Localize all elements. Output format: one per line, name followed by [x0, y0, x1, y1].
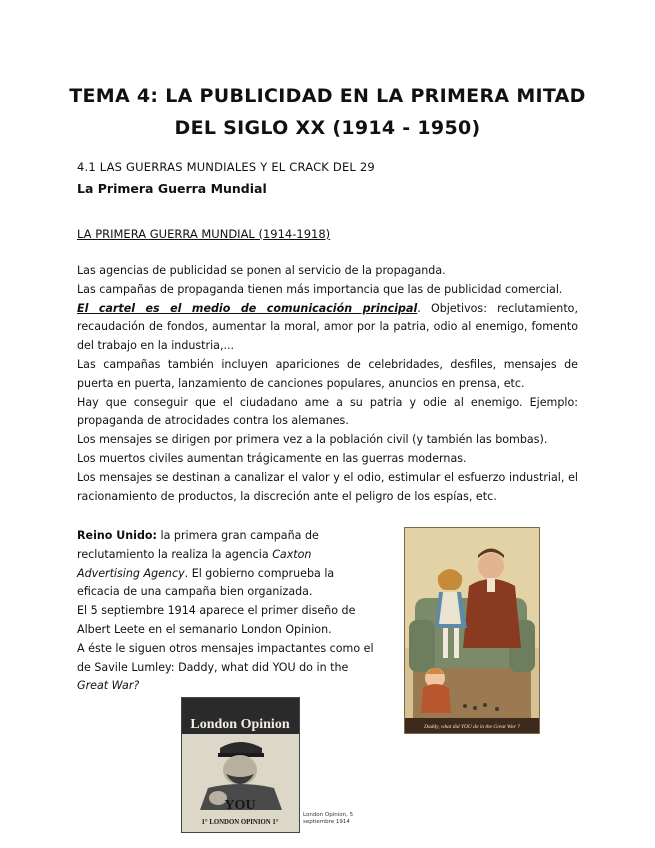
section-heading: 4.1 LAS GUERRAS MUNDIALES Y EL CRACK DEL 29 — [77, 160, 375, 174]
subsection-heading: La Primera Guerra Mundial — [77, 181, 267, 196]
london-opinion-caption: London Opinion, 5 septiembre 1914 — [303, 812, 354, 825]
paragraph: El cartel es el medio de comunicación principal. Objetivos: reclutamiento, recaudación de fondos, aumentar la moral, amor por la patria, odio al enemigo, fomento del trabajo en la industria,... — [77, 301, 579, 353]
paragraph: Los muertos civiles aumentan trágicamente en las guerras modernas. — [77, 451, 467, 465]
you-text: YOU — [224, 798, 256, 813]
london-opinion-masthead: London Opinion — [190, 717, 290, 732]
page-title — [40, 80, 615, 144]
body-text — [77, 262, 578, 506]
paragraph: Los mensajes se dirigen por primera vez a la población civil (y también las bombas). — [77, 433, 548, 447]
paragraph: Las campañas de propaganda tienen más importancia que las de publicidad comercial. — [77, 282, 563, 296]
paragraph: Los mensajes se destinan a canalizar el valor y el odio, estimular el esfuerzo industrial, el racionamiento de productos, la discreción ante el peligro de los espías, etc. — [77, 470, 578, 503]
paragraph: Las campañas también incluyen apariciones de celebridades, desfiles, mensajes de puerta en puerta, lanzamiento de canciones populares, anuncios en prensa, etc. — [77, 357, 578, 390]
daddy-poster-image — [404, 527, 540, 734]
paragraph: Las agencias de publicidad se ponen al servicio de la propaganda. — [77, 264, 446, 277]
london-opinion-illustration — [182, 698, 299, 832]
daddy-poster-caption: Daddy, what did YOU do in the Great War ? — [424, 724, 520, 730]
paragraph: Hay que conseguir que el ciudadano ame a su patria y odie al enemigo. Ejemplo: propaganda de atrocidades contra los alemanes. — [77, 395, 578, 428]
daddy-poster-illustration — [405, 528, 539, 733]
emphasis: El cartel es el medio de comunicación principal — [77, 301, 418, 315]
london-opinion-poster-image — [181, 697, 300, 833]
title-line-1: TEMA 4: LA PUBLICIDAD EN LA PRIMERA MITAD — [69, 85, 586, 107]
london-opinion-footer: 1° LONDON OPINION 1° — [201, 819, 279, 826]
topic-heading: LA PRIMERA GUERRA MUNDIAL (1914-1918) — [77, 227, 331, 241]
reino-unido-text: Reino Unido: la primera gran campaña de reclutamiento la realiza la agencia Caxton Advertising Agency. El gobierno comprueba la eficacia de una campaña bien organizada. El 5 septiembre 1914 aparece el primer diseño de Albert Leete en el semanario London Opinion. A éste le siguen otros mensajes impactantes como el de Savile Lumley: Daddy, what did YOU do in the Great War? — [77, 529, 374, 693]
reino-label: Reino Unido: — [77, 529, 157, 542]
title-line-2: DEL SIGLO XX (1914 - 1950) — [174, 117, 481, 139]
